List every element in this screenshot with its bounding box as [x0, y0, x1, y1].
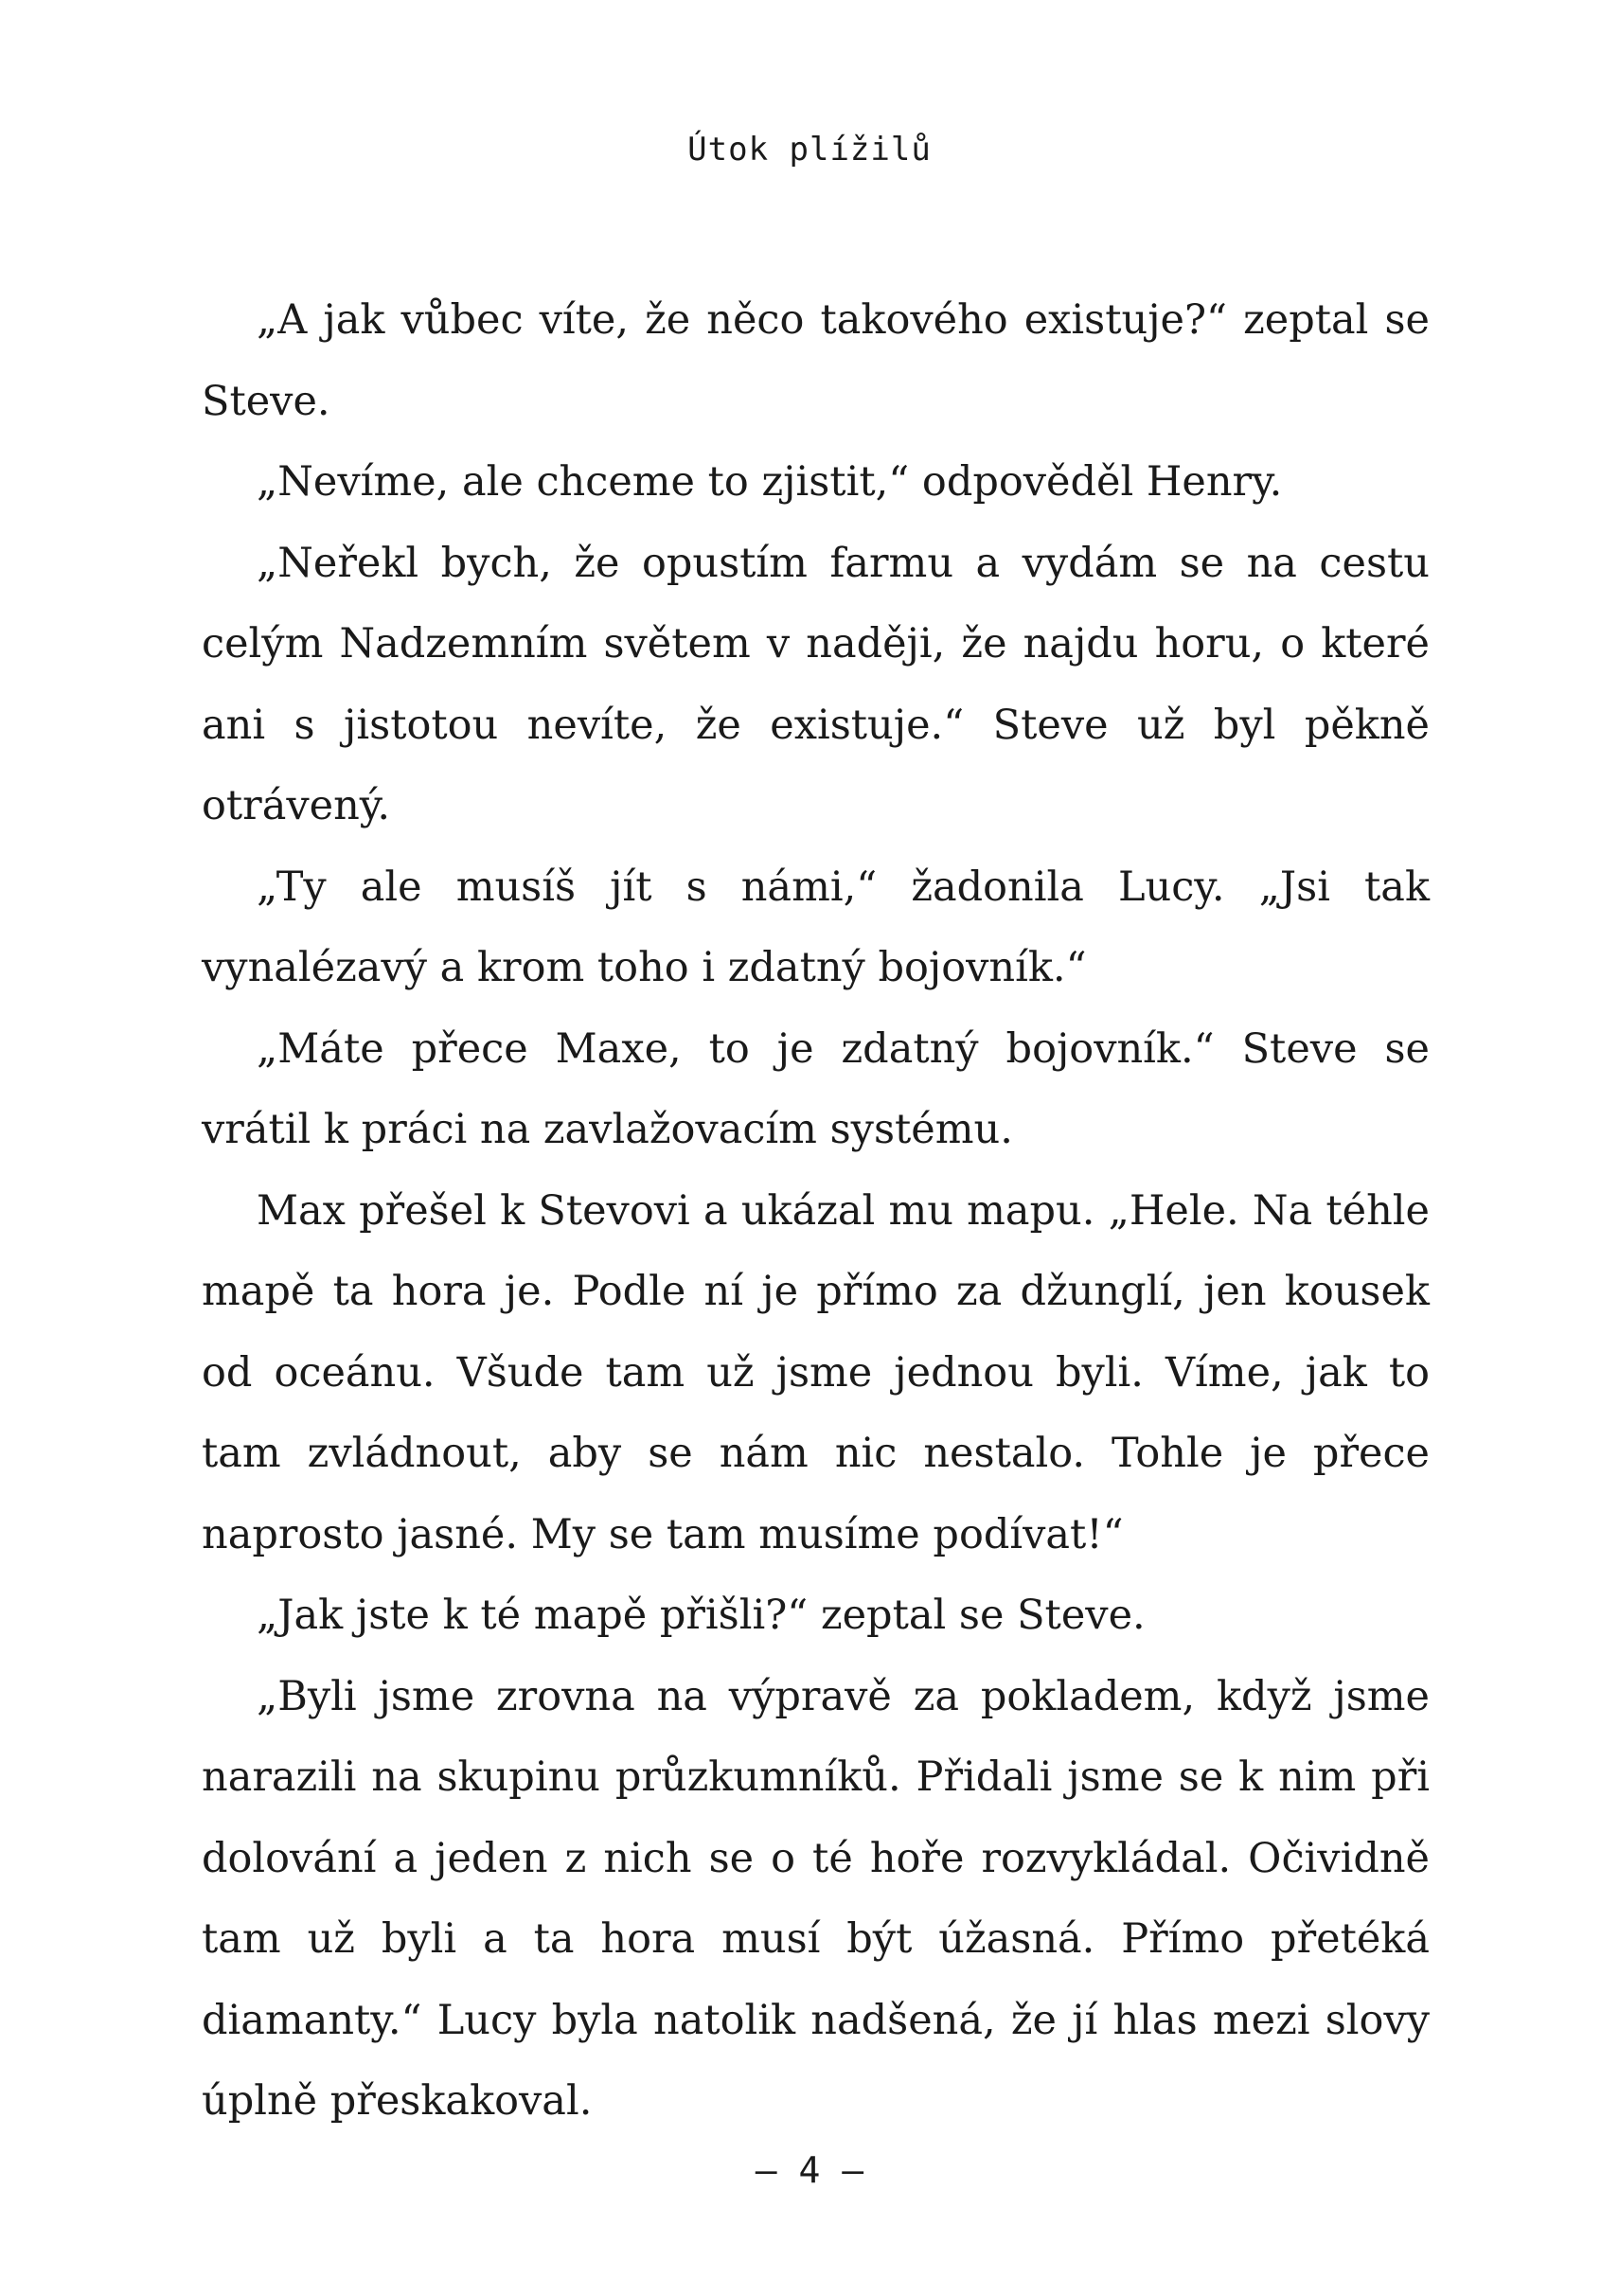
- paragraph: Max přešel k Stevovi a ukázal mu mapu. „Hele. Na téhle mapě ta hora je. Podle ní je přímo za džunglí, jen kousek od oceánu. Všude tam už jsme jednou byli. Víme, jak to tam zvládnout, aby se nám nic nestalo. Tohle je přece naprosto jasné. My se tam musíme podívat!“: [202, 1186, 1430, 1558]
- paragraph: „Ty ale musíš jít s námi,“ žadonila Lucy. „Jsi tak vynalézavý a krom toho i zdatný bojovník.“: [202, 863, 1430, 991]
- paragraph: „A jak vůbec víte, že něco takového existuje?“ zeptal se Steve.: [202, 296, 1430, 425]
- paragraph: „Neřekl bych, že opustím farmu a vydám se na cestu celým Nadzemním světem v naději, že najdu horu, o které ani s jistotou nevíte, že existuje.“ Steve už byl pěkně otrávený.: [202, 539, 1430, 829]
- paragraph: „Jak jste k té mapě přišli?“ zeptal se Steve.: [257, 1592, 1146, 1639]
- paragraph: „Nevíme, ale chceme to zjistit,“ odpověděl Henry.: [257, 458, 1283, 506]
- body-text: [202, 280, 1430, 2143]
- paragraph: „Byli jsme zrovna na výpravě za pokladem, když jsme narazili na skupinu průzkumníků. Přidali jsme se k nim při dolování a jeden z nich se o té hoře rozvykládal. Očividně tam už byli a ta hora musí být úžasná. Přímo přetéká diamanty.“ Lucy byla natolik nadšená, že jí hlas mezi slovy úplně přeskakoval.: [202, 1672, 1430, 2125]
- page-number: – 4 –: [755, 2149, 864, 2191]
- running-head-title: Útok plížilů: [687, 131, 932, 169]
- paragraph: „Máte přece Maxe, to je zdatný bojovník.“ Steve se vrátil k práci na zavlažovacím systému.: [202, 1024, 1430, 1153]
